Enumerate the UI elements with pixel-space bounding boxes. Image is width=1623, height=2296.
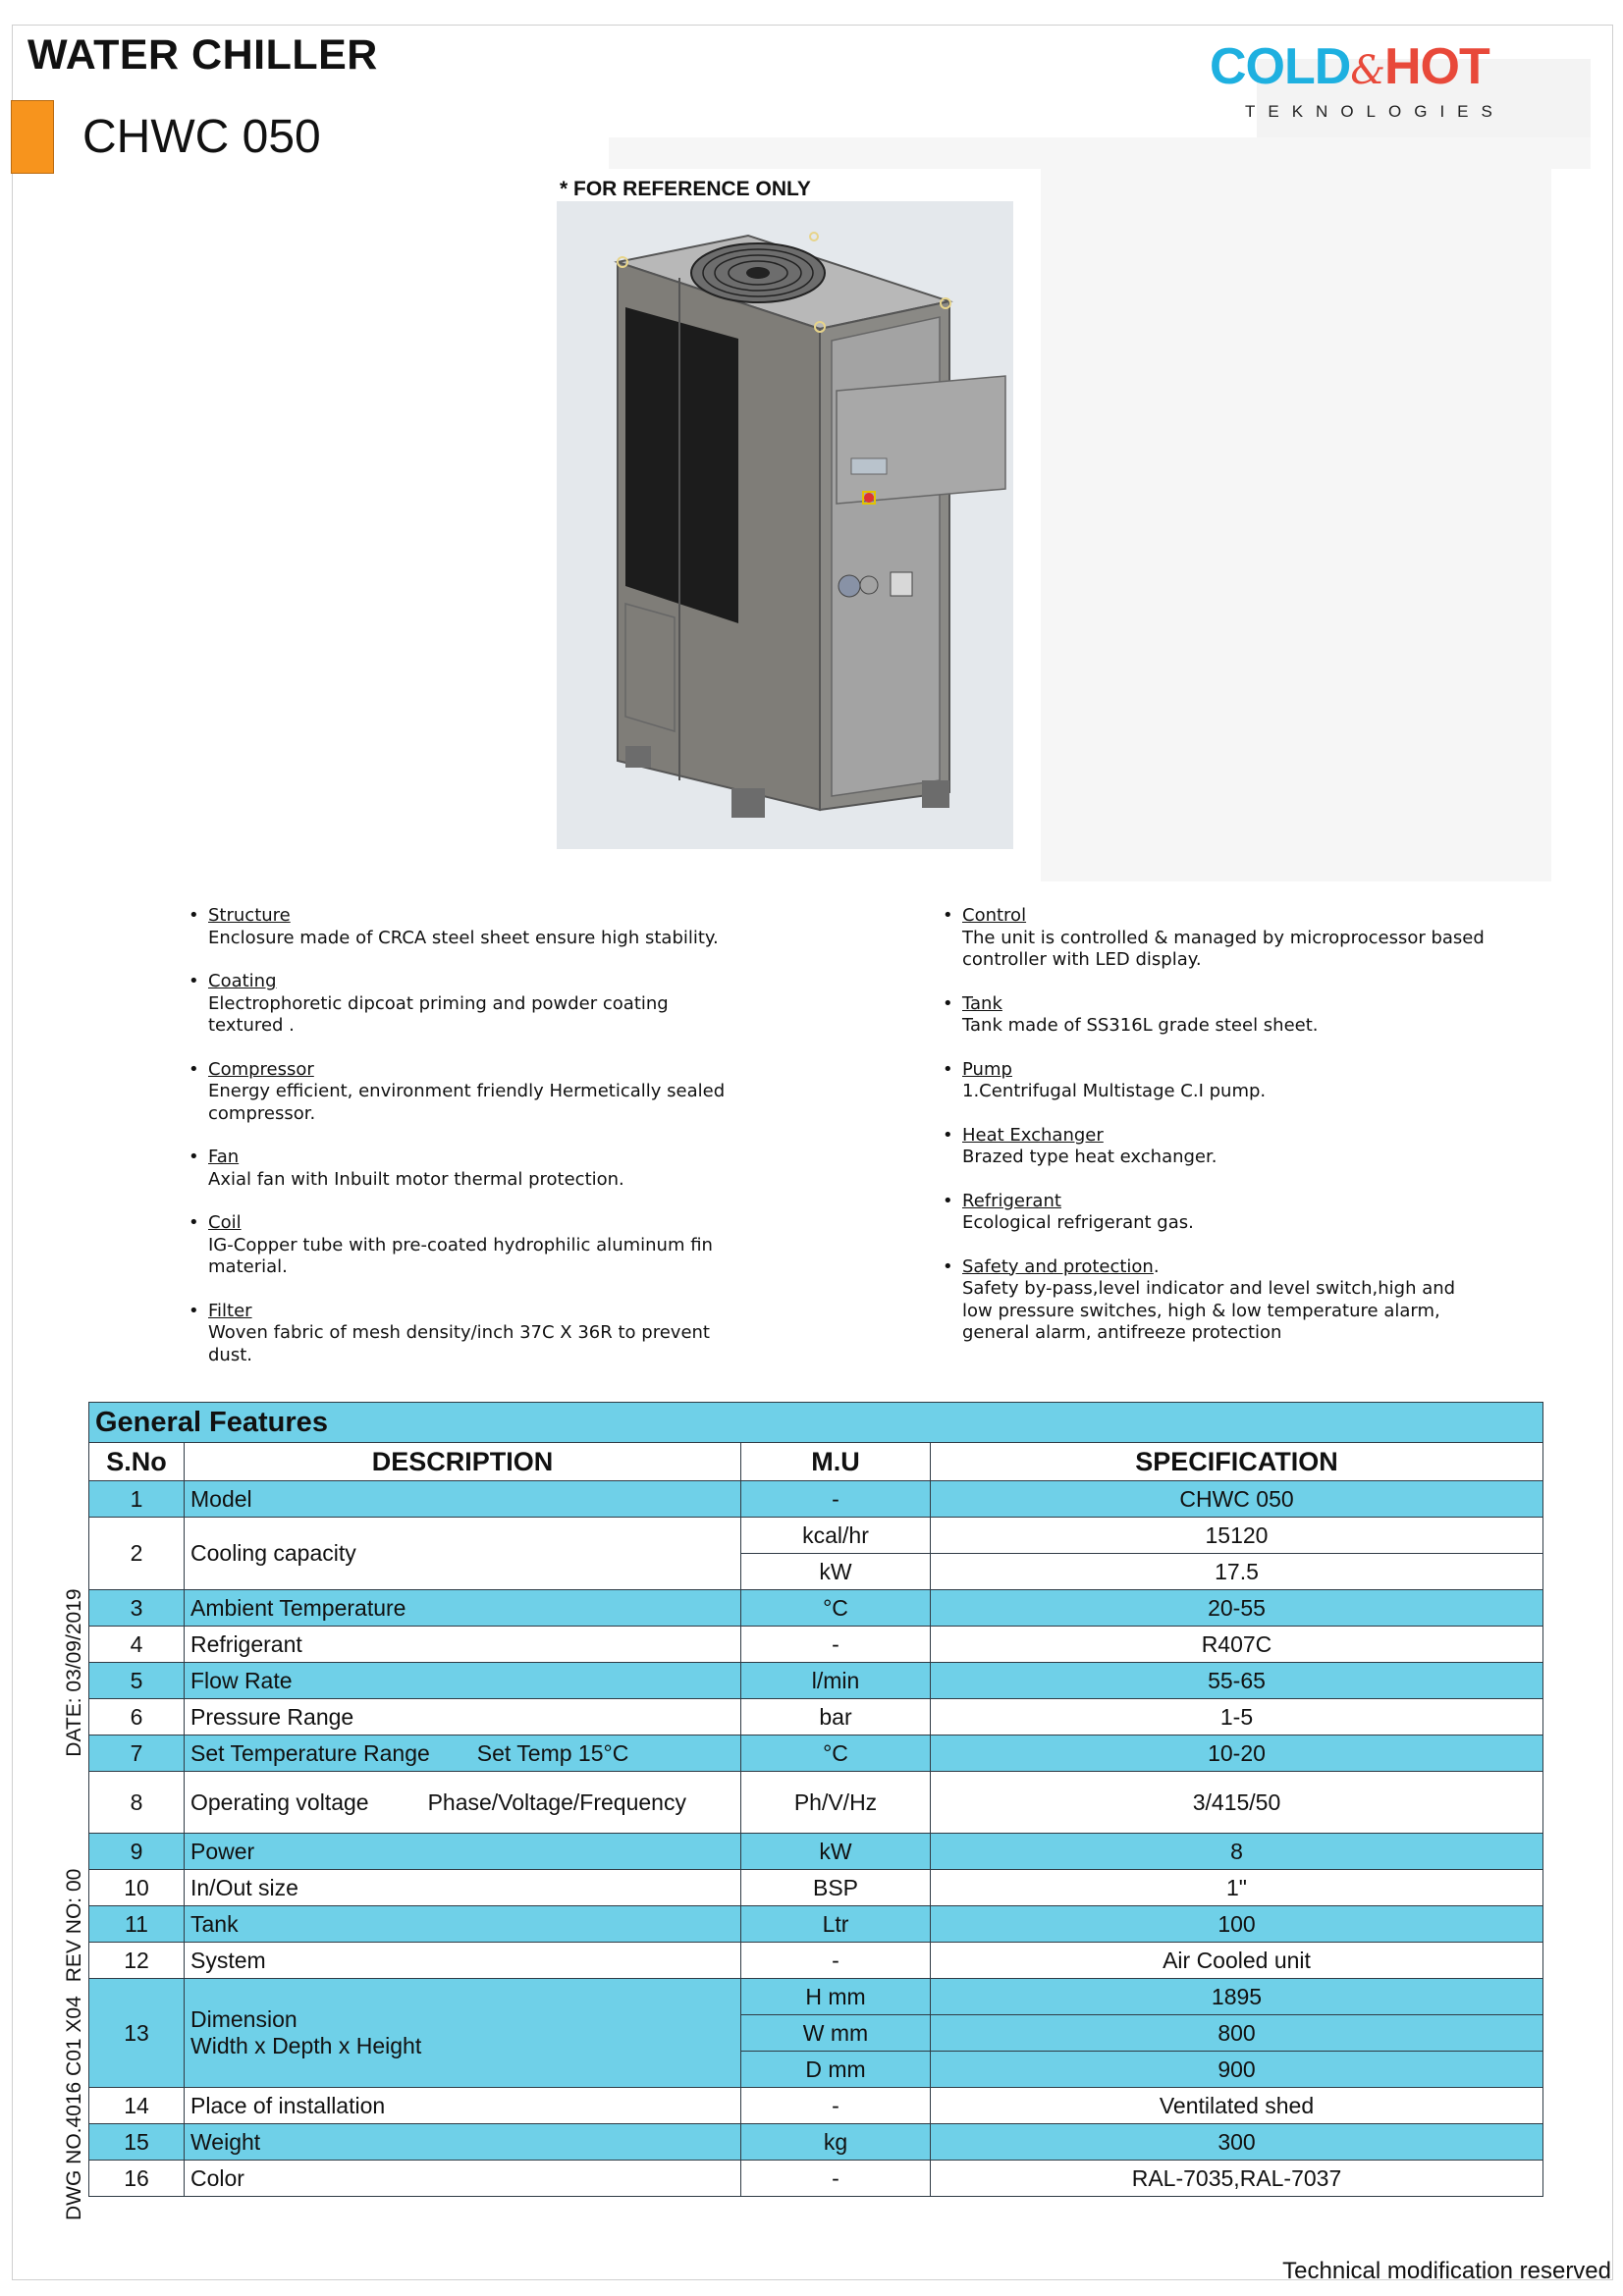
logo-wordmark bbox=[1210, 38, 1534, 96]
cell-spec: 800 bbox=[931, 2015, 1543, 2052]
cell-description bbox=[185, 1772, 741, 1834]
table-row bbox=[89, 1518, 1543, 1554]
cell-description: Cooling capacity bbox=[185, 1518, 741, 1590]
cell-description: Refrigerant bbox=[185, 1627, 741, 1663]
cell-sno: 9 bbox=[89, 1834, 185, 1870]
table-title: General Features bbox=[89, 1403, 1543, 1443]
feature-desc: The unit is controlled & managed by microprocessor based controller with LED display. bbox=[962, 927, 1485, 970]
cell-description: Color bbox=[185, 2161, 741, 2197]
feature-title: • Filter bbox=[208, 1300, 252, 1321]
feature-title: Safety and protection bbox=[962, 1255, 1154, 1277]
feature-title: • Structure bbox=[208, 905, 291, 926]
drawing-metadata bbox=[63, 1575, 86, 2220]
feature-item bbox=[189, 905, 778, 949]
feature-item bbox=[189, 1212, 778, 1279]
feature-desc: Tank made of SS316L grade steel sheet. bbox=[962, 1015, 1319, 1036]
table-header-row bbox=[89, 1443, 1543, 1481]
cell-spec: Air Cooled unit bbox=[931, 1943, 1543, 1979]
feature-title: • Tank bbox=[962, 992, 1002, 1014]
cell-spec: 20-55 bbox=[931, 1590, 1543, 1627]
cell-mu: - bbox=[741, 1627, 931, 1663]
cell-mu: - bbox=[741, 2161, 931, 2197]
logo-subtitle: TEKNOLOGIES bbox=[1245, 102, 1505, 121]
feature-desc: 1.Centrifugal Multistage C.I pump. bbox=[962, 1081, 1267, 1101]
product-image bbox=[557, 201, 1013, 849]
cell-mu: kcal/hr bbox=[741, 1518, 931, 1554]
cell-spec: 15120 bbox=[931, 1518, 1543, 1554]
cell-description: Power bbox=[185, 1834, 741, 1870]
cell-sno: 13 bbox=[89, 1979, 185, 2088]
cell-mu: bar bbox=[741, 1699, 931, 1735]
table-row bbox=[89, 1699, 1543, 1735]
table-row bbox=[89, 1979, 1543, 2015]
feature-desc: Axial fan with Inbuilt motor thermal protection. bbox=[208, 1168, 624, 1190]
logo-hot: HOT bbox=[1383, 38, 1489, 95]
cell-sno: 3 bbox=[89, 1590, 185, 1627]
cell-mu: - bbox=[741, 1481, 931, 1518]
feature-item bbox=[189, 1059, 778, 1126]
cell-mu: H mm bbox=[741, 1979, 931, 2015]
cell-spec: 10-20 bbox=[931, 1735, 1543, 1772]
feature-desc: Brazed type heat exchanger. bbox=[962, 1147, 1217, 1167]
table-row bbox=[89, 1481, 1543, 1518]
table-row bbox=[89, 1870, 1543, 1906]
cell-description: Model bbox=[185, 1481, 741, 1518]
reference-note: * FOR REFERENCE ONLY bbox=[560, 178, 811, 200]
cell-description: Place of installation bbox=[185, 2088, 741, 2124]
cell-spec: Ventilated shed bbox=[931, 2088, 1543, 2124]
cell-description: Weight bbox=[185, 2124, 741, 2161]
cell-spec: 1895 bbox=[931, 1979, 1543, 2015]
description-main: Operating voltage bbox=[190, 1789, 369, 1815]
cell-description bbox=[185, 1735, 741, 1772]
table-row bbox=[89, 1735, 1543, 1772]
description-extra: Width x Depth x Height bbox=[190, 2033, 422, 2058]
cell-mu: °C bbox=[741, 1735, 931, 1772]
table-row bbox=[89, 2088, 1543, 2124]
table-row bbox=[89, 1772, 1543, 1834]
feature-desc: Safety by-pass,level indicator and level switch,high and low pressure switches, high & low temperature alarm, general alarm, antifreeze protection bbox=[962, 1278, 1456, 1343]
table-row bbox=[89, 1627, 1543, 1663]
feature-desc: Woven fabric of mesh density/inch 37C X 36R to prevent dust. bbox=[208, 1322, 710, 1365]
table-row bbox=[89, 1834, 1543, 1870]
table-row bbox=[89, 1590, 1543, 1627]
cell-sno: 5 bbox=[89, 1663, 185, 1699]
feature-title: • Coating bbox=[208, 971, 277, 991]
document-title: WATER CHILLER bbox=[27, 31, 378, 79]
cell-description: System bbox=[185, 1943, 741, 1979]
header-sno: S.No bbox=[89, 1443, 185, 1481]
description-main: Dimension bbox=[190, 2006, 298, 2032]
feature-title: • Fan bbox=[208, 1147, 240, 1167]
feature-desc: IG-Copper tube with pre-coated hydrophilic aluminum fin material. bbox=[208, 1234, 713, 1277]
feature-title-suffix: . bbox=[1153, 1255, 1160, 1277]
features-list-right bbox=[943, 905, 1532, 1366]
header-specification: SPECIFICATION bbox=[931, 1443, 1543, 1481]
cell-spec: 8 bbox=[931, 1834, 1543, 1870]
logo-cold: COLD bbox=[1210, 38, 1351, 95]
background-panel bbox=[609, 137, 1591, 169]
background-panel bbox=[1041, 169, 1551, 881]
feature-item bbox=[943, 1059, 1532, 1103]
cell-sno: 1 bbox=[89, 1481, 185, 1518]
cell-mu: D mm bbox=[741, 2052, 931, 2088]
table-row bbox=[89, 2161, 1543, 2197]
cell-mu: kW bbox=[741, 1554, 931, 1590]
cell-description: Tank bbox=[185, 1906, 741, 1943]
feature-title: • Refrigerant bbox=[962, 1190, 1061, 1211]
cell-spec: 1" bbox=[931, 1870, 1543, 1906]
cell-description: Pressure Range bbox=[185, 1699, 741, 1735]
cell-sno: 15 bbox=[89, 2124, 185, 2161]
feature-title: • Compressor bbox=[208, 1058, 314, 1080]
feature-desc: Ecological refrigerant gas. bbox=[962, 1212, 1194, 1233]
cell-mu: Ltr bbox=[741, 1906, 931, 1943]
cell-mu: l/min bbox=[741, 1663, 931, 1699]
feature-item bbox=[943, 1125, 1532, 1169]
cell-sno: 6 bbox=[89, 1699, 185, 1735]
cell-sno: 16 bbox=[89, 2161, 185, 2197]
cell-spec: 900 bbox=[931, 2052, 1543, 2088]
feature-desc: Enclosure made of CRCA steel sheet ensure high stability. bbox=[208, 927, 719, 948]
cell-sno: 12 bbox=[89, 1943, 185, 1979]
table-row bbox=[89, 2124, 1543, 2161]
cell-spec: 17.5 bbox=[931, 1554, 1543, 1590]
feature-title: • Pump bbox=[962, 1058, 1012, 1080]
table-row bbox=[89, 1663, 1543, 1699]
cell-sno: 7 bbox=[89, 1735, 185, 1772]
general-features-table bbox=[88, 1402, 1543, 2197]
cell-sno: 8 bbox=[89, 1772, 185, 1834]
feature-title: • Coil bbox=[208, 1212, 242, 1233]
cell-spec: R407C bbox=[931, 1627, 1543, 1663]
feature-desc: Energy efficient, environment friendly Hermetically sealed compressor. bbox=[208, 1081, 726, 1124]
cell-description: In/Out size bbox=[185, 1870, 741, 1906]
cell-mu: kW bbox=[741, 1834, 931, 1870]
cell-spec: 1-5 bbox=[931, 1699, 1543, 1735]
feature-item bbox=[189, 1301, 778, 1367]
header-description: DESCRIPTION bbox=[185, 1443, 741, 1481]
cell-mu: - bbox=[741, 2088, 931, 2124]
cell-mu: °C bbox=[741, 1590, 931, 1627]
cell-sno: 14 bbox=[89, 2088, 185, 2124]
model-name: CHWC 050 bbox=[82, 111, 321, 163]
drawing-date: DATE: 03/09/2019 bbox=[63, 1588, 85, 1757]
water-chiller-illustration bbox=[557, 201, 1013, 849]
feature-item bbox=[943, 1191, 1532, 1235]
feature-item bbox=[943, 993, 1532, 1038]
description-extra: Set Temp 15°C bbox=[476, 1739, 629, 1766]
cell-mu: W mm bbox=[741, 2015, 931, 2052]
header-mu: M.U bbox=[741, 1443, 931, 1481]
cell-mu: - bbox=[741, 1943, 931, 1979]
cell-sno: 4 bbox=[89, 1627, 185, 1663]
description-main: Set Temperature Range bbox=[190, 1739, 430, 1766]
cell-description bbox=[185, 1979, 741, 2088]
cell-spec: CHWC 050 bbox=[931, 1481, 1543, 1518]
feature-title: • Control bbox=[962, 905, 1027, 926]
drawing-number: DWG NO.4016 C01 X04 bbox=[63, 1996, 85, 2220]
table-row bbox=[89, 1906, 1543, 1943]
accent-square bbox=[11, 100, 54, 174]
feature-item bbox=[189, 971, 778, 1038]
feature-desc: Electrophoretic dipcoat priming and powder coating textured . bbox=[208, 992, 669, 1036]
description-extra: Phase/Voltage/Frequency bbox=[427, 1789, 686, 1815]
cell-sno: 2 bbox=[89, 1518, 185, 1590]
cell-sno: 10 bbox=[89, 1870, 185, 1906]
table-title-row bbox=[89, 1403, 1543, 1443]
footer-note: Technical modification reserved bbox=[1282, 2258, 1611, 2284]
features-list-left bbox=[189, 905, 778, 1388]
revision-number: REV NO: 00 bbox=[63, 1868, 85, 1983]
feature-title: • Heat Exchanger bbox=[962, 1124, 1104, 1146]
cell-sno: 11 bbox=[89, 1906, 185, 1943]
cell-mu: kg bbox=[741, 2124, 931, 2161]
feature-item bbox=[943, 905, 1532, 972]
cell-spec: 300 bbox=[931, 2124, 1543, 2161]
cell-spec: 3/415/50 bbox=[931, 1772, 1543, 1834]
cell-mu: Ph/V/Hz bbox=[741, 1772, 931, 1834]
cell-description: Ambient Temperature bbox=[185, 1590, 741, 1627]
cell-spec: RAL-7035,RAL-7037 bbox=[931, 2161, 1543, 2197]
logo-ampersand: & bbox=[1350, 48, 1384, 93]
feature-item bbox=[189, 1147, 778, 1191]
cell-mu: BSP bbox=[741, 1870, 931, 1906]
table-row bbox=[89, 1943, 1543, 1979]
cell-description: Flow Rate bbox=[185, 1663, 741, 1699]
cell-spec: 55-65 bbox=[931, 1663, 1543, 1699]
feature-item bbox=[943, 1256, 1532, 1345]
company-logo bbox=[1210, 38, 1534, 126]
cell-spec: 100 bbox=[931, 1906, 1543, 1943]
